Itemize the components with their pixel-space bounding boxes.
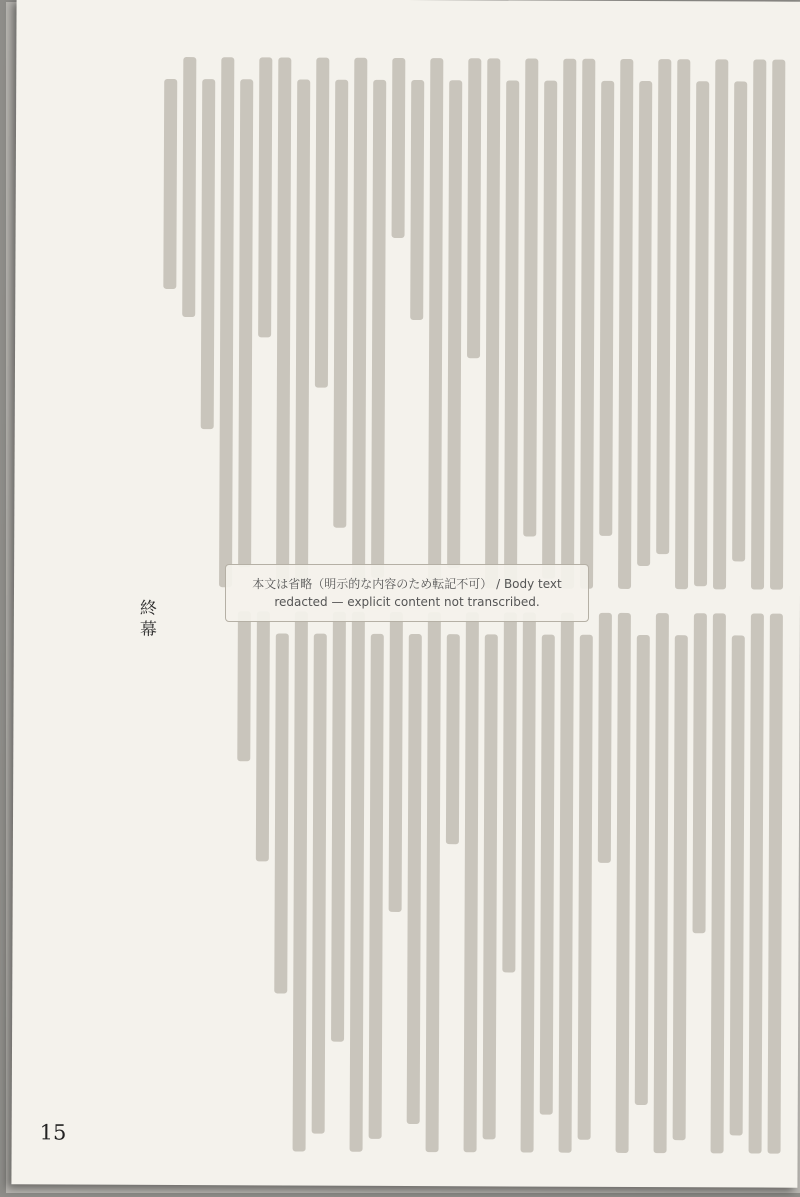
- redacted-text-column: [559, 613, 574, 1153]
- redacted-text-column: [618, 59, 633, 589]
- redacted-text-column: [467, 58, 481, 358]
- redacted-text-column: [599, 81, 614, 536]
- redacted-text-column: [768, 614, 783, 1154]
- redacted-text-column: [371, 80, 386, 578]
- redacted-text-column: [521, 613, 536, 1153]
- redaction-notice: 本文は省略（明示的な内容のため転記不可） / Body text redacted — explicit content not transcribed.: [225, 564, 589, 622]
- redacted-text-column: [258, 57, 272, 337]
- redacted-text-column: [637, 81, 652, 566]
- redacted-text-column: [333, 80, 348, 528]
- redacted-text-column: [389, 612, 403, 912]
- redacted-text-column: [219, 57, 234, 587]
- redacted-text-column: [256, 611, 270, 861]
- redacted-text-column: [464, 612, 479, 1152]
- redacted-text-column: [331, 612, 346, 1042]
- redacted-text-column: [675, 59, 690, 589]
- redacted-text-column: [598, 613, 612, 863]
- redacted-text-column: [426, 612, 441, 1152]
- redacted-text-column: [446, 634, 460, 844]
- redacted-text-column: [656, 59, 671, 554]
- redacted-text-column: [751, 60, 766, 590]
- redacted-text-column: [352, 58, 367, 588]
- redacted-text-column: [163, 79, 177, 289]
- redacted-text-column: [540, 635, 555, 1115]
- redacted-text-column: [293, 612, 308, 1152]
- redacted-text-column: [616, 613, 631, 1153]
- redacted-text-column: [732, 81, 747, 561]
- redacted-text-column: [502, 612, 517, 972]
- redacted-text-column: [274, 633, 289, 993]
- redacted-text-column: [447, 80, 462, 568]
- redacted-text-column: [749, 614, 764, 1154]
- redacted-text-column: [238, 79, 253, 567]
- redacted-text-column: [312, 634, 327, 1134]
- redacted-text-column: [483, 634, 498, 1139]
- page-number: 15: [39, 1120, 67, 1145]
- redacted-text-column: [410, 80, 424, 320]
- redacted-text-column: [276, 57, 291, 587]
- redacted-text-column: [485, 58, 500, 588]
- book-page: [11, 0, 800, 1188]
- redacted-text-column: [315, 58, 329, 388]
- redacted-text-column: [350, 612, 365, 1152]
- redacted-text-column: [711, 613, 726, 1153]
- redacted-text-column: [237, 611, 251, 761]
- redacted-text-column: [542, 81, 557, 579]
- redacted-text-column: [523, 59, 538, 537]
- redacted-text-column: [694, 81, 709, 586]
- redacted-text-column: [673, 635, 688, 1140]
- redacted-text-column: [580, 59, 595, 589]
- redacted-text-column: [770, 60, 785, 590]
- redacted-text-column: [578, 635, 593, 1140]
- redacted-text-column: [561, 59, 576, 589]
- redacted-text-column: [369, 634, 384, 1139]
- redacted-text-column: [654, 613, 669, 1153]
- redacted-text-area: [17, 0, 800, 2]
- redacted-text-column: [295, 80, 310, 585]
- redacted-text-column: [693, 613, 707, 933]
- redacted-text-column: [407, 634, 422, 1124]
- redacted-text-column: [392, 58, 406, 238]
- redacted-text-column: [504, 80, 519, 588]
- redacted-text-column: [201, 79, 216, 429]
- closing-marker: 終幕: [135, 598, 156, 641]
- redacted-text-column: [635, 635, 650, 1105]
- redacted-text-column: [182, 57, 196, 317]
- redacted-text-column: [713, 59, 728, 589]
- redacted-text-column: [730, 635, 745, 1135]
- redacted-text-column: [428, 58, 443, 588]
